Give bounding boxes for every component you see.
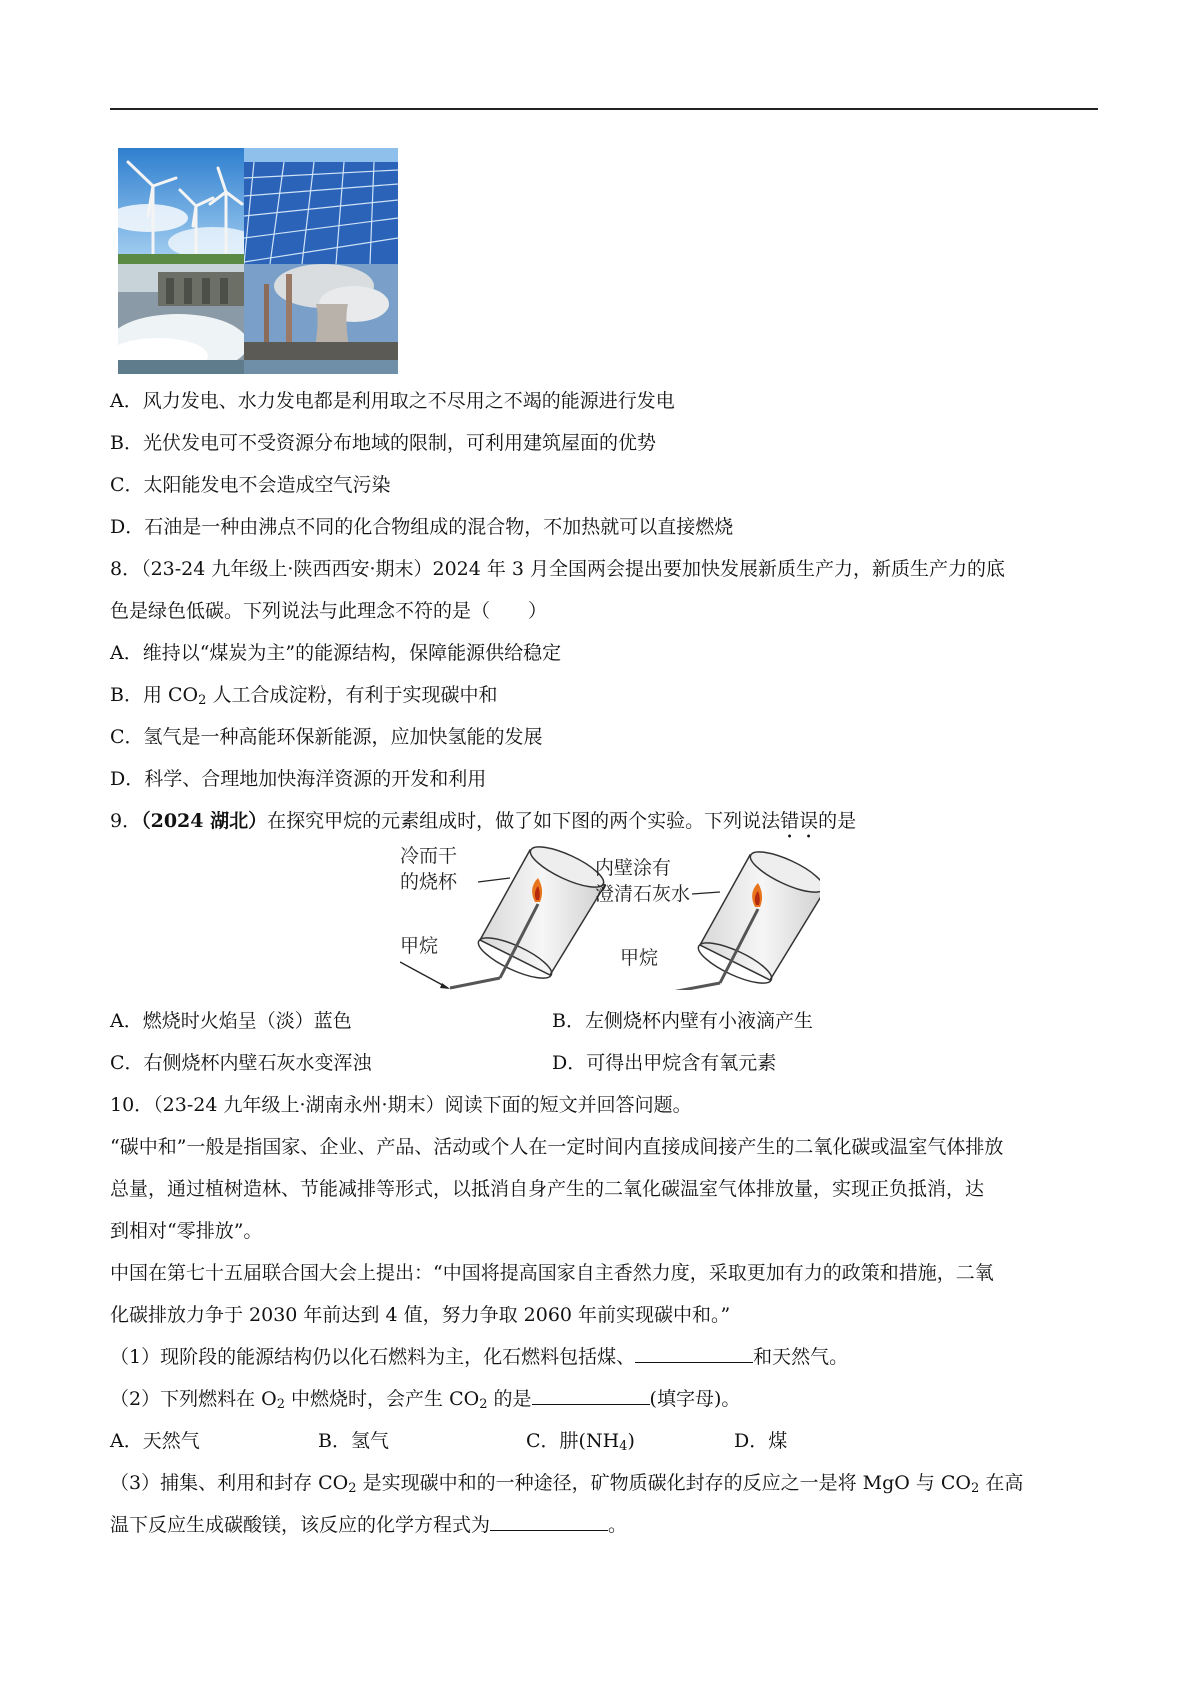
- q8-stem-line1: 8．（23-24 九年级上·陕西西安·期末）2024 年 3 月全国两会提出要加快发展新质生产力，新质生产力的底: [110, 558, 1006, 580]
- q8-option-c: C．氢气是一种高能环保新能源，应加快氢能的发展: [110, 726, 543, 748]
- q7-option-d: D．石油是一种由沸点不同的化合物组成的混合物，不加热就可以直接燃烧: [110, 516, 734, 538]
- q10-para2-line2: 化碳排放力争于 2030 年前达到 4 值，努力争取 2060 年前实现碳中和。”: [110, 1304, 731, 1326]
- q10-option-a: A．天然气: [110, 1430, 200, 1452]
- q10-subq3-line1: （3）捕集、利用和封存 $CO_2$ 是实现碳中和的一种途径，矿物质碳化封存的反应之一是将 MgO 与 $CO_2$ 在高: [110, 1472, 1024, 1496]
- q10-option-c: C．肼$(NH_4)$: [526, 1430, 635, 1454]
- left-beaker-label-2: 的烧杯: [400, 871, 458, 893]
- hydropower-dam-photo: [118, 264, 244, 374]
- q9-stem: 9．（2024 湖北）在探究甲烷的元素组成时，做了如下图的两个实验。下列说法错误的是: [110, 810, 857, 832]
- left-beaker-label-1: 冷而干: [400, 845, 458, 867]
- q8-stem-line2: 色是绿色低碳。下列说法与此理念不符的是（ ）: [110, 600, 548, 622]
- right-beaker: [672, 844, 820, 990]
- q9-option-d: D．可得出甲烷含有氧元素: [552, 1052, 777, 1074]
- q10-header: 10．（23-24 九年级上·湖南永州·期末）阅读下面的短文并回答问题。: [110, 1094, 692, 1116]
- q8-option-b: B．用 $CO_2$ 人工合成淀粉，有利于实现碳中和: [110, 684, 498, 708]
- answer-blank-3[interactable]: [490, 1529, 608, 1531]
- q7-option-c: C．太阳能发电不会造成空气污染: [110, 474, 391, 496]
- left-methane-label: 甲烷: [400, 935, 439, 957]
- q10-subq3-line2: 温下反应生成碳酸镁，该反应的化学方程式为 。: [110, 1514, 628, 1536]
- answer-blank-1[interactable]: [635, 1361, 753, 1363]
- right-beaker-label-2: 澄清石灰水: [595, 883, 691, 905]
- q10-option-d: D．煤: [734, 1430, 788, 1452]
- q10-subq1: （1）现阶段的能源结构仍以化石燃料为主，化石燃料包括煤、 和天然气。: [110, 1346, 849, 1368]
- q10-para1-line3: 到相对“零排放”。: [110, 1220, 263, 1242]
- q10-option-b: B．氢气: [318, 1430, 389, 1452]
- q8-option-a: A．维持以“煤炭为主”的能源结构，保障能源供给稳定: [110, 642, 562, 664]
- q10-subq2-options: [110, 1428, 787, 1460]
- wind-turbine-photo: [118, 148, 244, 264]
- energy-photo-collage: [118, 148, 398, 374]
- solar-panel-photo: [244, 148, 398, 264]
- thermal-power-plant-photo: [244, 264, 398, 374]
- q8-option-d: D．科学、合理地加快海洋资源的开发和利用: [110, 768, 487, 790]
- q9-option-a: A．燃烧时火焰呈（淡）蓝色: [110, 1010, 352, 1032]
- q7-option-a: A．风力发电、水力发电都是利用取之不尽用之不竭的能源进行发电: [110, 390, 675, 412]
- right-beaker-label-1: 内壁涂有: [595, 857, 672, 879]
- q10-para1-line1: “碳中和”一般是指国家、企业、产品、活动或个人在一定时间内直接成间接产生的二氧化碳或温室气体排放: [110, 1136, 1004, 1158]
- left-beaker: [450, 840, 608, 988]
- q10-subq2: （2）下列燃料在 $O_2$ 中燃烧时，会产生 $CO_2$ 的是 (填字母)。: [110, 1388, 741, 1412]
- q9-option-c: C．右侧烧杯内壁石灰水变浑浊: [110, 1052, 372, 1074]
- q7-option-b: B．光伏发电可不受资源分布地域的限制，可利用建筑屋面的优势: [110, 432, 656, 454]
- answer-blank-2[interactable]: [532, 1403, 650, 1405]
- q10-para1-line2: 总量，通过植树造林、节能减排等形式，以抵消自身产生的二氧化碳温室气体排放量，实现正负抵消，达: [110, 1178, 985, 1200]
- right-methane-label: 甲烷: [620, 947, 659, 969]
- q9-option-b: B．左侧烧杯内壁有小液滴产生: [552, 1010, 813, 1032]
- header-rule: [110, 108, 1098, 110]
- methane-experiment-figure: [400, 840, 820, 990]
- q10-para2-line1: 中国在第七十五届联合国大会上提出：“中国将提高国家自主香然力度，采取更加有力的政策和措施，二氧: [110, 1262, 994, 1284]
